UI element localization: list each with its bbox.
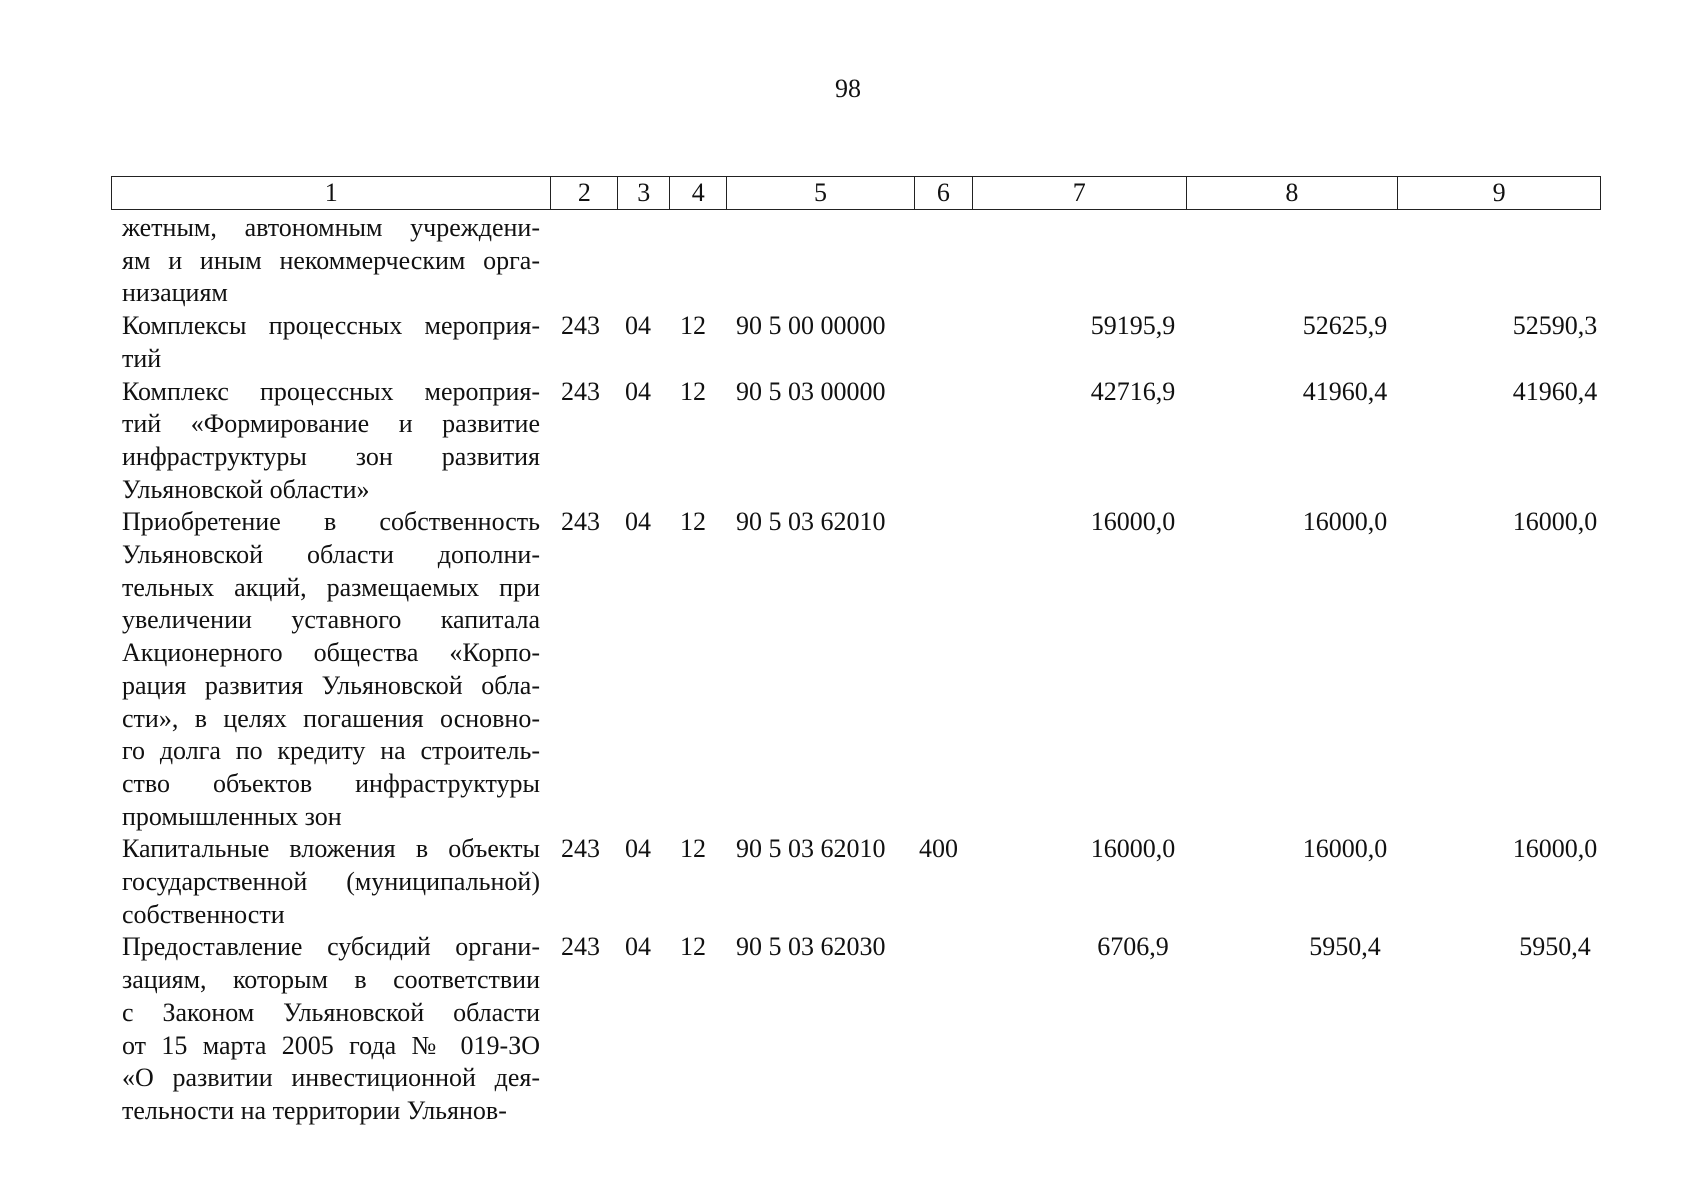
cell-col-7: 16000,0 — [1090, 507, 1176, 537]
description-line: Ульяновской области дополни- — [122, 540, 540, 570]
description-line: собственности — [122, 899, 285, 929]
cell-col-3: 04 — [625, 376, 651, 406]
description-line: от 15 марта 2005 года № 019-ЗО — [122, 1030, 540, 1060]
cell-col-5: 90 5 03 62010 — [736, 834, 886, 864]
cell-col-5: 90 5 03 62030 — [736, 932, 886, 962]
cell-col-9: 5950,4 — [1519, 932, 1591, 962]
cell-col-4: 12 — [680, 932, 706, 962]
cell-col-3: 04 — [625, 834, 651, 864]
cell-col-5: 90 5 00 00000 — [736, 311, 886, 341]
description-line: го долга по кредиту на строитель- — [122, 736, 540, 766]
description-line: Акционерного общества «Корпо- — [122, 638, 540, 668]
description-line: государственной (муниципальной) — [122, 867, 540, 897]
cell-col-4: 12 — [680, 834, 706, 864]
cell-col-7: 16000,0 — [1090, 834, 1176, 864]
description-line: ям и иным некоммерческим орга- — [122, 245, 540, 275]
description-line: зациям, которым в соответствии — [122, 965, 540, 995]
description-line: тий — [122, 343, 162, 373]
header-col-9: 9 — [1492, 178, 1506, 207]
row-description — [122, 376, 540, 507]
header-col-1: 1 — [112, 177, 551, 209]
header-col-4: 4 — [670, 177, 727, 209]
description-line: промышленных зон — [122, 801, 342, 831]
table-row — [122, 506, 1602, 833]
description-line: увеличении уставного капитала — [122, 605, 540, 635]
cell-col-5: 90 5 03 62010 — [736, 507, 886, 537]
description-line: Предоставление субсидий органи- — [122, 932, 540, 962]
header-col-6: 6 — [915, 177, 973, 209]
header-col-2: 2 — [551, 177, 618, 209]
header-col-3: 3 — [618, 177, 670, 209]
description-line: тельных акций, размещаемых при — [122, 572, 540, 602]
cell-col-9: 16000,0 — [1512, 507, 1598, 537]
description-line: жетным, автономным учреждени- — [122, 213, 540, 242]
cell-col-3: 04 — [625, 932, 651, 962]
cell-col-7: 6706,9 — [1097, 932, 1169, 962]
cell-col-9: 41960,4 — [1512, 376, 1598, 406]
table-row — [122, 376, 1602, 507]
header-col-8: 8 — [1187, 177, 1399, 209]
cell-col-5: 90 5 03 00000 — [736, 376, 886, 406]
table-row — [122, 833, 1602, 931]
description-line: Приобретение в собственность — [122, 507, 540, 537]
cell-col-2: 243 — [561, 507, 600, 537]
cell-col-8: 16000,0 — [1302, 834, 1388, 864]
row-description — [122, 212, 540, 310]
cell-col-4: 12 — [680, 376, 706, 406]
description-line: ство объектов инфраструктуры — [122, 768, 540, 798]
cell-col-7: 42716,9 — [1090, 376, 1176, 406]
description-line: Комплексы процессных мероприя- — [122, 311, 540, 341]
cell-col-3: 04 — [625, 507, 651, 537]
cell-col-8: 52625,9 — [1302, 311, 1388, 341]
cell-col-9: 52590,3 — [1512, 311, 1598, 341]
cell-col-8: 41960,4 — [1302, 376, 1388, 406]
description-line: тельности на территории Ульянов- — [122, 1095, 507, 1125]
description-line: «О развитии инвестиционной дея- — [122, 1063, 540, 1093]
cell-col-6: 400 — [919, 834, 958, 864]
header-col-5: 5 — [727, 177, 915, 209]
description-line: тий «Формирование и развитие — [122, 409, 540, 439]
description-line: Ульяновской области» — [122, 474, 370, 504]
row-description — [122, 506, 540, 833]
table-body — [122, 212, 1602, 1128]
cell-col-4: 12 — [680, 311, 706, 341]
row-description — [122, 833, 540, 931]
cell-col-2: 243 — [561, 376, 600, 406]
table-row — [122, 212, 1602, 310]
row-description — [122, 310, 540, 375]
page-number: 98 — [835, 74, 861, 103]
description-line: с Законом Ульяновской области — [122, 997, 540, 1027]
cell-col-7: 59195,9 — [1090, 311, 1176, 341]
table-header — [111, 176, 1601, 210]
cell-col-3: 04 — [625, 311, 651, 341]
cell-col-2: 243 — [561, 311, 600, 341]
description-line: инфраструктуры зон развития — [122, 441, 540, 471]
description-line: сти», в целях погашения основно- — [122, 703, 540, 733]
description-line: низациям — [122, 278, 228, 308]
table-row — [122, 931, 1602, 1127]
cell-col-4: 12 — [680, 507, 706, 537]
description-line: Комплекс процессных мероприя- — [122, 376, 540, 406]
header-col-7: 7 — [973, 177, 1187, 209]
description-line: Капитальные вложения в объекты — [122, 834, 540, 864]
cell-col-9: 16000,0 — [1512, 834, 1598, 864]
cell-col-2: 243 — [561, 932, 600, 962]
row-description — [122, 931, 540, 1127]
table-row — [122, 310, 1602, 375]
cell-col-2: 243 — [561, 834, 600, 864]
cell-col-8: 16000,0 — [1302, 507, 1388, 537]
description-line: рация развития Ульяновской обла- — [122, 670, 540, 700]
cell-col-8: 5950,4 — [1309, 932, 1381, 962]
